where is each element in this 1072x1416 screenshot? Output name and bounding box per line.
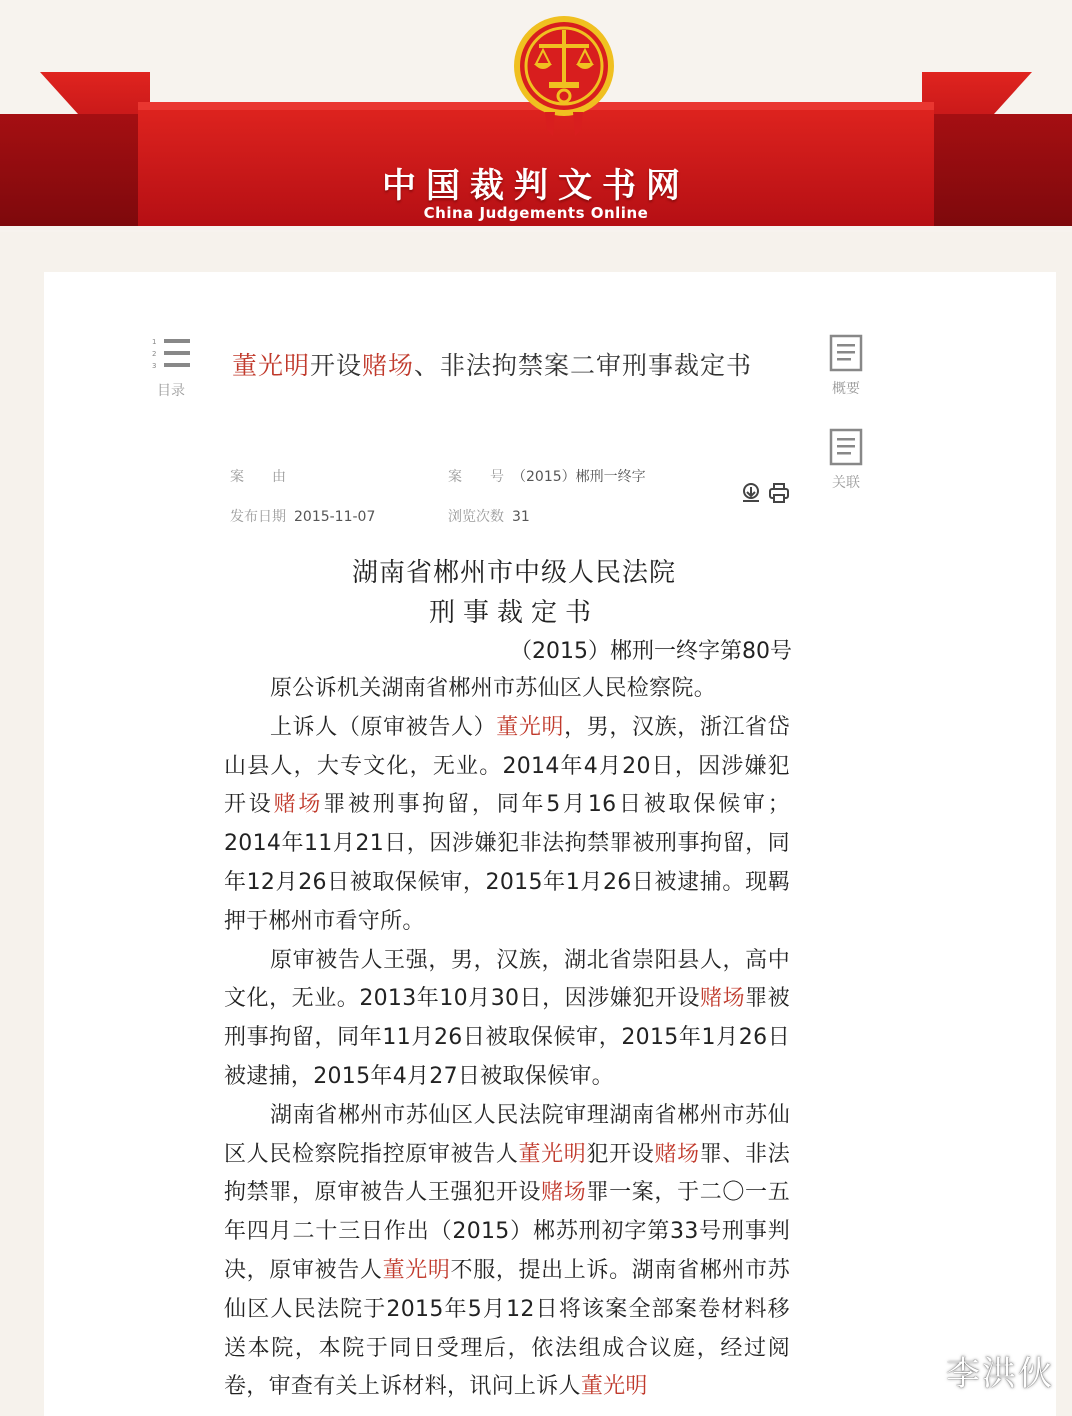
paragraph-text: 罪被刑事拘留，同年5月16日被取保候审；2014年11月21日，因涉嫌犯非法拘禁罪被刑事拘留，同年12月26日被取保候审，2015年1月26日被逮捕。现羁押于郴州市看守所。 (224, 792, 791, 934)
paragraph-text: 湖南省郴州市苏仙区人民法院审理湖南省郴州市苏仙区人民检察院指控原审被告人 (224, 1102, 790, 1167)
meta-views-value: 31 (512, 509, 530, 525)
meta-cause (230, 466, 294, 486)
document-title (232, 346, 802, 382)
related-button[interactable] (826, 428, 866, 492)
highlighted-keyword: 赌场 (700, 986, 746, 1012)
highlighted-keyword: 董光明 (518, 1141, 587, 1167)
document-type: 刑事裁定书 (428, 598, 599, 628)
paragraph-text: ，男，汉族，浙江省岱山县人，大专文化，无业。2014年4月20日，因涉嫌犯开设 (224, 714, 790, 818)
document-icon (829, 334, 863, 372)
print-icon[interactable] (768, 482, 790, 504)
paragraph-text: 原公诉机关湖南省郴州市苏仙区人民检察院。 (270, 676, 717, 701)
related-label: 关联 (832, 475, 860, 491)
paragraph-text: 原审被告人王强，男，汉族，湖北省崇阳县人，高中文化，无业。2013年10月30日，因涉嫌犯开设 (224, 947, 790, 1012)
download-icon[interactable] (740, 482, 762, 504)
svg-text:3: 3 (152, 362, 157, 370)
site-title[interactable]: 中国裁判文书网 (382, 166, 690, 206)
highlighted-keyword: 董光明 (496, 714, 565, 740)
svg-text:2: 2 (152, 350, 157, 358)
watermark: 李洪伙 (946, 1354, 1054, 1394)
title-highlight: 董光明 (232, 351, 311, 380)
highlighted-keyword: 董光明 (580, 1374, 648, 1400)
body-paragraph (224, 942, 790, 1097)
list-icon (151, 336, 191, 374)
summary-label: 概要 (832, 381, 860, 397)
document-icon (829, 428, 863, 466)
court-emblem-icon (509, 8, 619, 138)
paragraph-text: 犯开设 (586, 1141, 655, 1167)
title-text: 开设 (310, 351, 363, 380)
meta-case-no-value: （2015）郴刑一终字 (512, 469, 646, 485)
highlighted-keyword: 董光明 (382, 1257, 451, 1283)
paragraph-text: 上诉人（原审被告人） (270, 714, 497, 740)
body-paragraph (224, 1097, 790, 1407)
site-subtitle: China Judgements Online (423, 204, 649, 222)
highlighted-keyword: 赌场 (541, 1180, 587, 1206)
paragraph-text: 罪一案，于二〇一五年四月二十三日作出（2015）郴苏刑初字第33号刑事判决，原审被告人 (224, 1180, 790, 1283)
paragraph-text: 罪被刑事拘留，同年11月26日被取保候审，2015年1月26日被逮捕，2015年4月27日被取保候审。 (224, 986, 790, 1089)
meta-cause-label: 案 由 (230, 469, 286, 485)
body-paragraph (224, 709, 790, 942)
highlighted-keyword: 赌场 (273, 792, 324, 818)
meta-views (448, 506, 530, 526)
document-body (224, 670, 790, 1407)
meta-publish-date-value: 2015-11-07 (294, 509, 376, 525)
body-paragraph (224, 670, 790, 709)
court-name: 湖南省郴州市中级人民法院 (351, 558, 676, 588)
svg-text:1: 1 (152, 338, 157, 346)
meta-case-no-label: 案 号 (448, 469, 504, 485)
site-header (0, 0, 1072, 232)
paragraph-text: 不服，提出上诉。湖南省郴州市苏仙区人民法院于2015年5月12日将该案全部案卷材料移送本院，本院于同日受理后，依法组成合议庭，经过阅卷，审查有关上诉材料，讯问上诉人 (224, 1257, 790, 1400)
meta-publish-date (230, 506, 375, 526)
case-number: （2015）郴刑一终字第80号 (510, 639, 792, 664)
meta-views-label: 浏览次数 (448, 509, 504, 525)
title-text: 、非法拘禁案二审刑事裁定书 (414, 351, 753, 380)
summary-button[interactable] (826, 334, 866, 398)
toc-button[interactable] (148, 336, 194, 400)
paragraph-text: 罪、非法拘禁罪，原审被告人王强犯开设 (224, 1141, 791, 1206)
highlighted-keyword: 赌场 (654, 1141, 700, 1167)
toc-label: 目录 (157, 383, 185, 399)
title-highlight: 赌场 (362, 351, 415, 380)
meta-publish-date-label: 发布日期 (230, 509, 286, 525)
meta-case-no (448, 466, 660, 486)
